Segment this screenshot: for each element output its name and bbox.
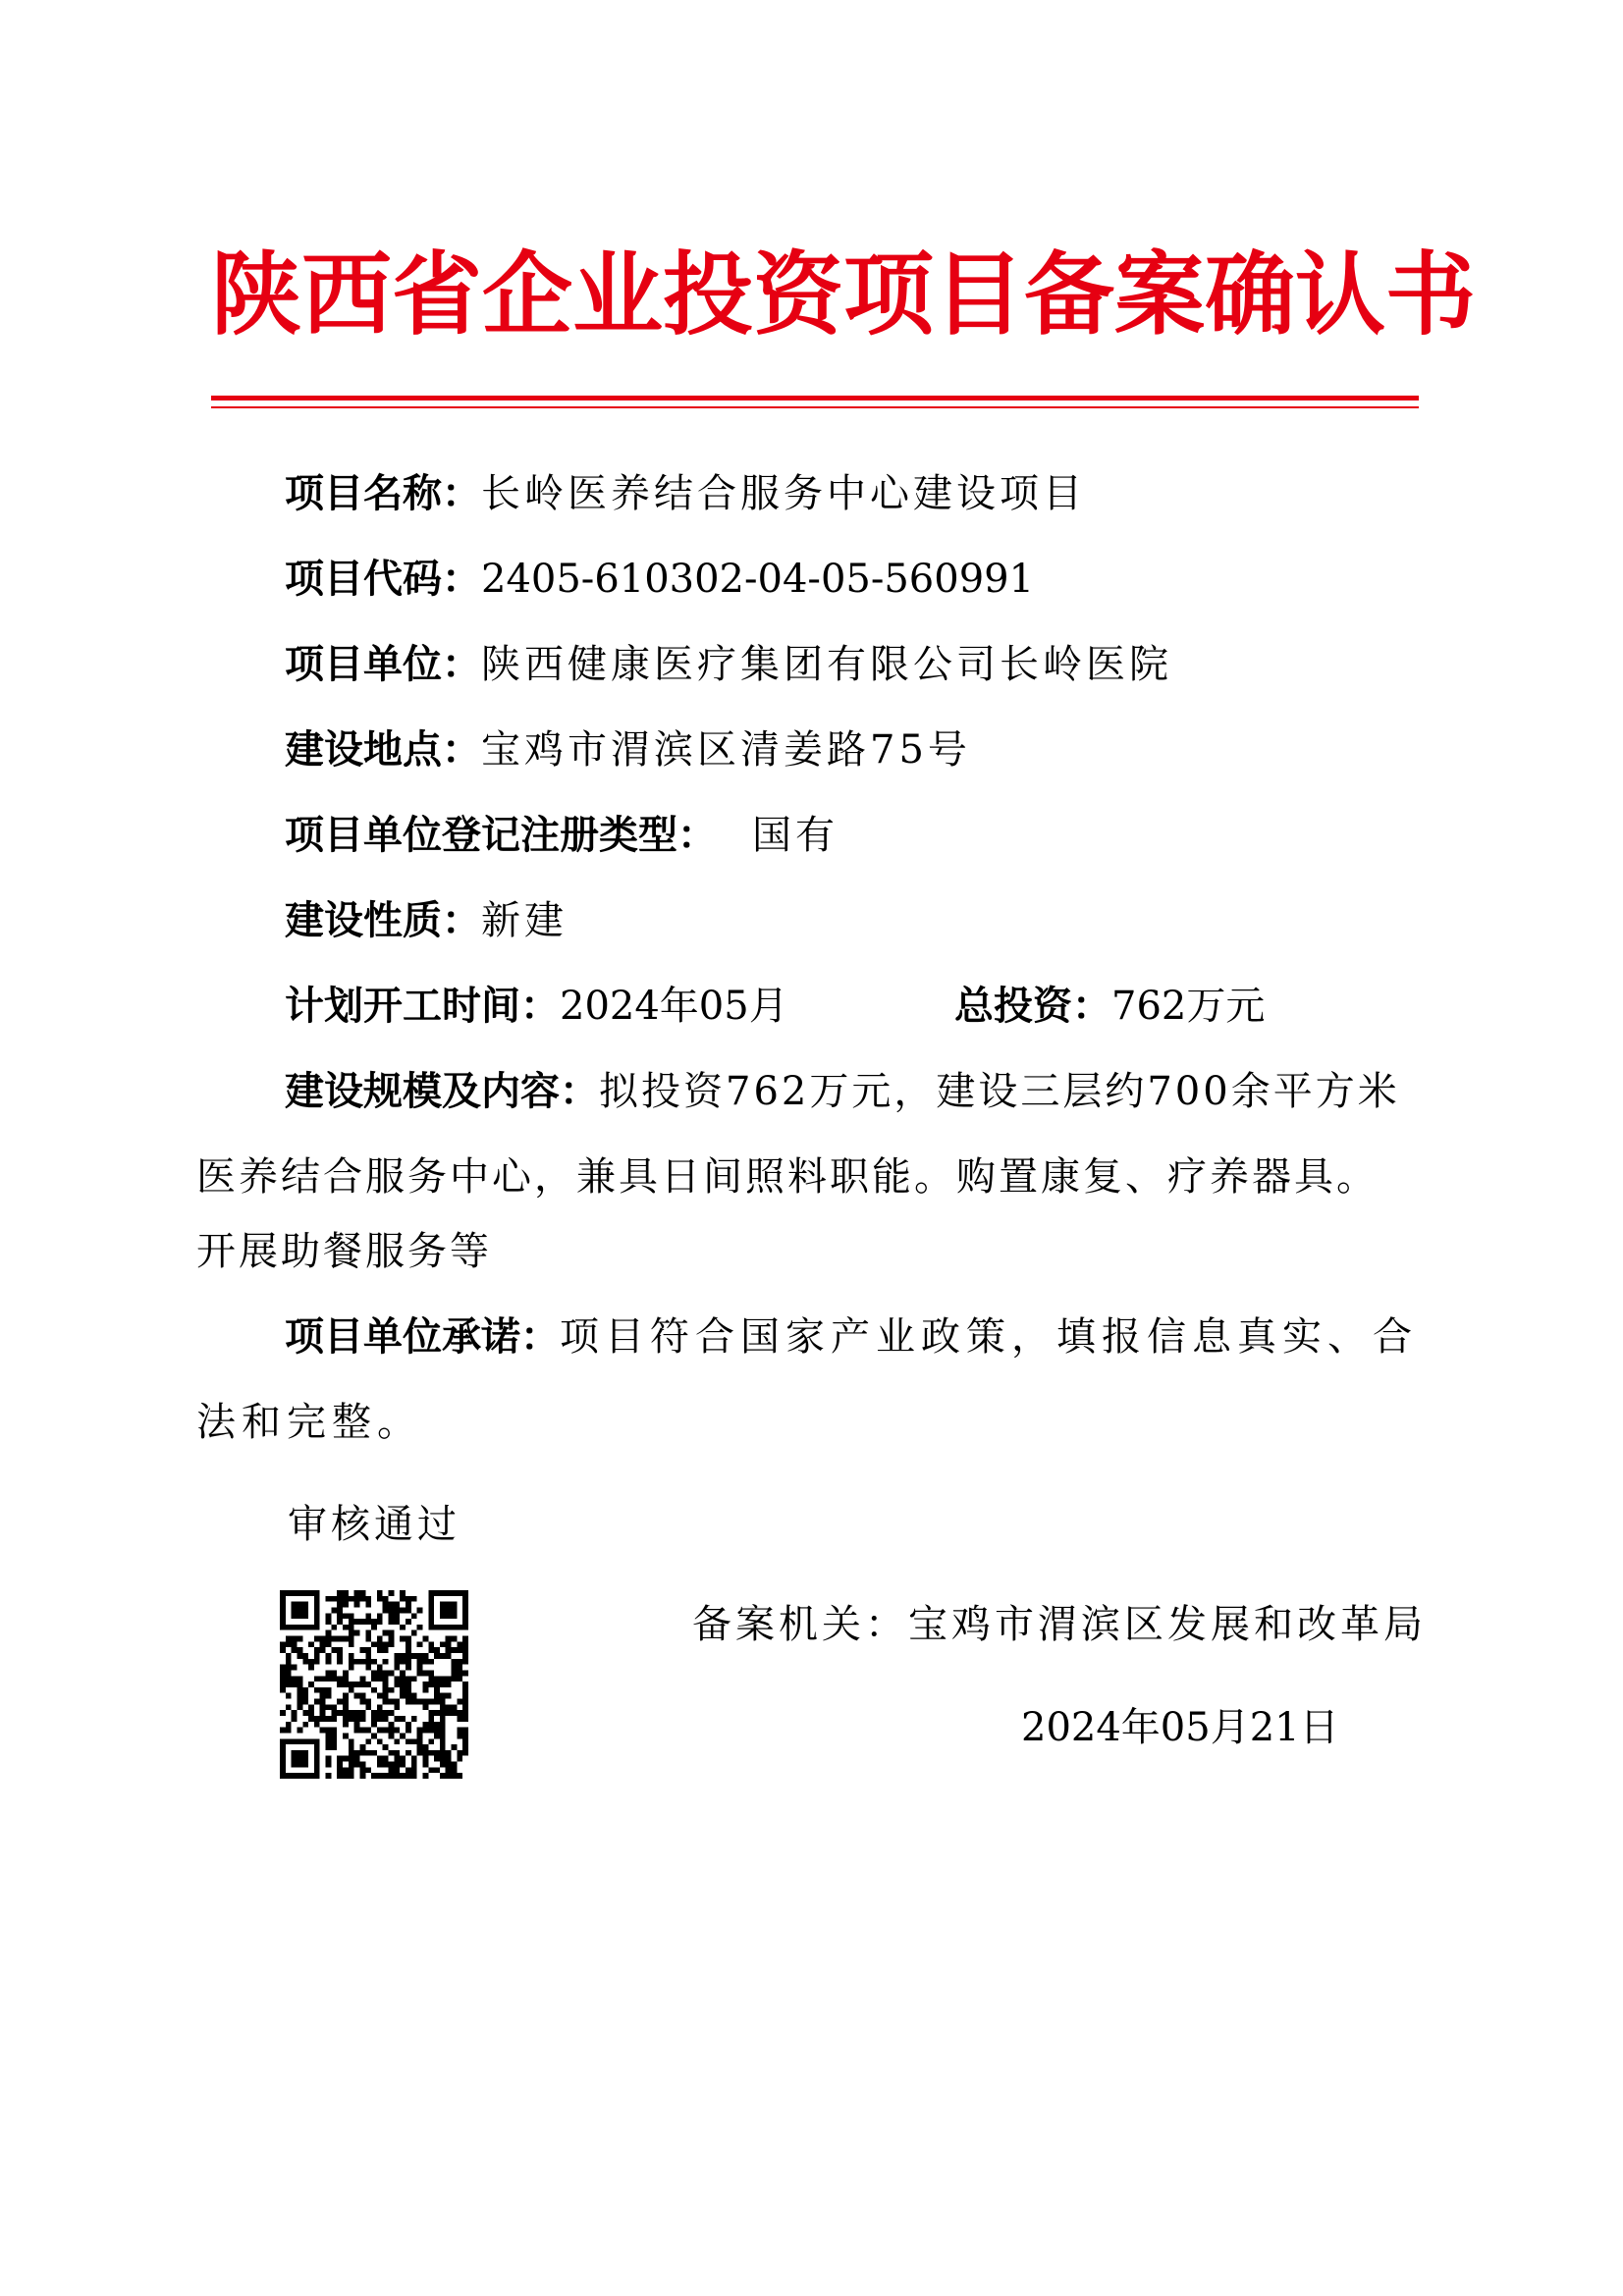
- scale-content-value-line2: 医养结合服务中心，兼具日间照料职能。购置康复、疗养器具。: [196, 1154, 1379, 1200]
- total-investment-label: 总投资：: [954, 984, 1111, 1029]
- date-row: [1021, 1703, 1339, 1752]
- location-label: 建设地点：: [285, 727, 481, 773]
- project-code-label: 项目代码：: [285, 557, 481, 602]
- qr-code-icon: [280, 1590, 468, 1779]
- project-name-label: 项目名称：: [285, 471, 481, 516]
- project-unit-value: 陕西健康医疗集团有限公司长岭医院: [481, 642, 1172, 687]
- scale-content-value-line1: 拟投资762万元，建设三层约700余平方米: [599, 1069, 1400, 1114]
- construction-nature-value: 新建: [481, 898, 568, 943]
- scale-content-line2: [196, 1152, 1379, 1201]
- commitment-value-line2: 法和完整。: [196, 1400, 422, 1445]
- project-name-row: [285, 469, 1086, 518]
- construction-nature-row: [285, 896, 568, 945]
- title-rule-thick: [211, 396, 1419, 400]
- commitment-value-line1: 项目符合国家产业政策，填报信息真实、合: [560, 1314, 1418, 1360]
- start-time-row: [285, 982, 788, 1031]
- commitment-row: [285, 1312, 1418, 1362]
- start-time-label: 计划开工时间：: [285, 984, 560, 1029]
- commitment-line2: [196, 1398, 422, 1447]
- scale-content-line3: [196, 1227, 492, 1276]
- authority-row: [692, 1600, 1427, 1649]
- scale-content-value-line3: 开展助餐服务等: [196, 1229, 492, 1274]
- approval-status: 审核通过: [288, 1502, 460, 1547]
- location-row: [285, 725, 971, 774]
- registration-type-value: 国有: [752, 813, 839, 858]
- project-name-value: 长岭医养结合服务中心建设项目: [481, 471, 1086, 516]
- registration-type-row: [285, 811, 839, 860]
- title-rule-thin: [211, 406, 1419, 408]
- document-title: 陕西省企业投资项目备案确认书: [211, 241, 1477, 347]
- registration-type-label: 项目单位登记注册类型：: [285, 813, 717, 858]
- scale-content-row: [285, 1067, 1400, 1116]
- total-investment-value: 762万元: [1111, 984, 1266, 1029]
- project-code-value: 2405-610302-04-05-560991: [481, 557, 1035, 602]
- construction-nature-label: 建设性质：: [285, 898, 481, 943]
- commitment-label: 项目单位承诺：: [285, 1314, 560, 1360]
- filing-authority: 备案机关：宝鸡市渭滨区发展和改革局: [692, 1602, 1427, 1647]
- project-unit-label: 项目单位：: [285, 642, 481, 687]
- total-investment-row: [954, 982, 1265, 1031]
- approval-date: 2024年05月21日: [1021, 1705, 1339, 1750]
- project-unit-row: [285, 640, 1172, 689]
- scale-content-label: 建设规模及内容：: [285, 1069, 599, 1114]
- project-code-row: [285, 555, 1034, 604]
- approval-status-row: [288, 1500, 460, 1549]
- start-time-value: 2024年05月: [560, 984, 788, 1029]
- location-value: 宝鸡市渭滨区清姜路75号: [481, 727, 971, 773]
